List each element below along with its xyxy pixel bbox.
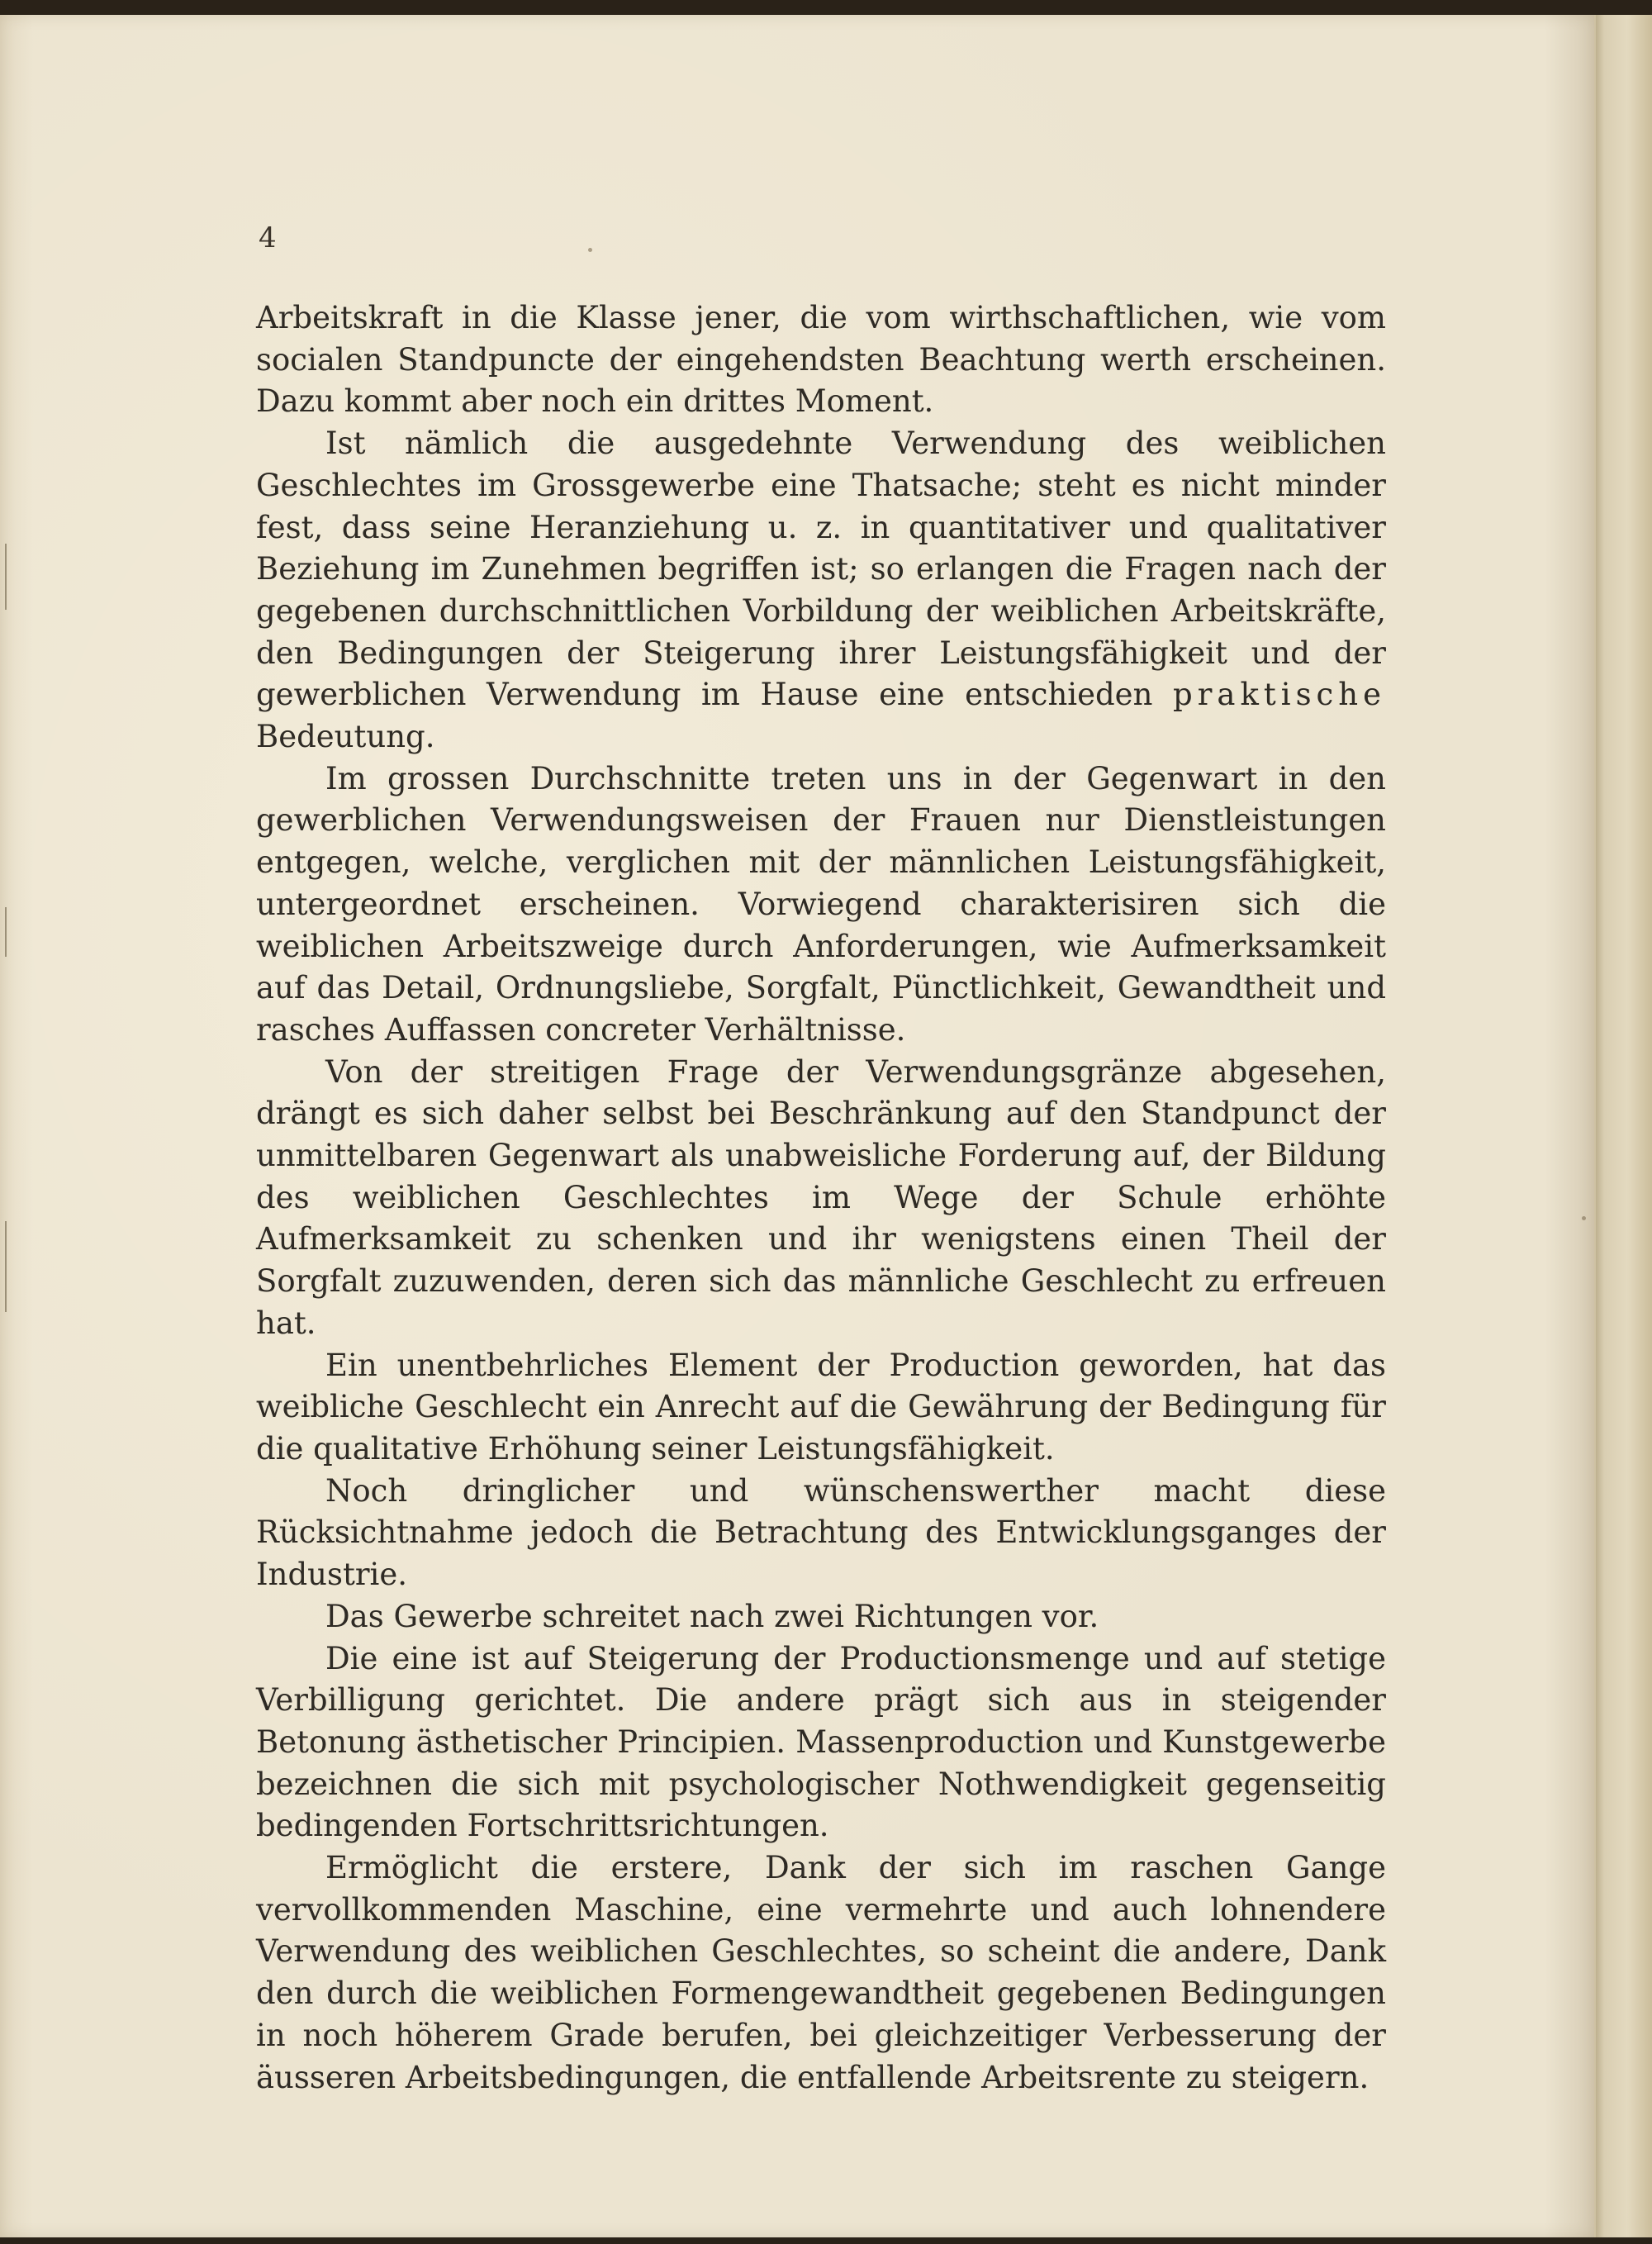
next-page-edge xyxy=(1594,15,1652,2237)
paragraph: Das Gewerbe schreitet nach zwei Richtungen vor. xyxy=(325,1598,1099,1634)
page-edge-mark xyxy=(5,544,7,610)
ink-speck xyxy=(588,248,592,252)
paragraph: Arbeitskraft in die Klasse jener, die vom wirthschaftlichen, wie vom socialen Standpuncte der eingehendsten Beachtung werth erscheinen. Dazu kommt aber noch ein drittes Moment. xyxy=(256,300,1386,420)
page-edge-mark xyxy=(5,907,7,957)
paragraph-text: Bedeutung. xyxy=(256,719,435,755)
ink-speck xyxy=(1582,1216,1586,1220)
body-text xyxy=(256,297,1386,2099)
paragraph: Ein unentbehrliches Element der Production geworden, hat das weibliche Geschlecht ein Anrecht auf die Gewährung der Bedingung für die qualitative Erhöhung seiner Leistungsfähigkeit. xyxy=(256,1347,1386,1467)
paragraph-text: Ist nämlich die ausgedehnte Verwendung des weiblichen Geschlechtes im Grossgewerbe eine Thatsache; steht es nicht minder fest, dass seine Heranziehung u. z. in quantitativer und qualitativer Beziehung im Zunehmen begriffen ist; so erlangen die Fragen nach der gegebenen durchschnittlichen Vorbildung der weiblichen Arbeitskräfte, den Bedingungen der Steigerung ihrer Leistungsfähigkeit und der gewerblichen Verwendung im Hause eine entschieden xyxy=(256,426,1386,713)
paragraph: Von der streitigen Frage der Verwendungsgränze abgesehen, drängt es sich daher selbst bei Beschränkung auf den Standpunct der unmittelbaren Gegenwart als unabweisliche Forderung auf, der Bildung des weiblichen Geschlechtes im Wege der Schule erhöhte Aufmerksamkeit zu schenken und ihr wenigstens einen Theil der Sorgfalt zuzuwenden, deren sich das männliche Geschlecht zu erfreuen hat. xyxy=(256,1053,1386,1341)
paragraph xyxy=(256,423,1386,758)
paragraph: Ermöglicht die erstere, Dank der sich im raschen Gange vervollkommenden Maschine, eine vermehrte und auch lohnendere Verwendung des weiblichen Geschlechtes, so scheint die andere, Dank den durch die weiblichen Formengewandtheit gegebenen Bedingungen in noch höherem Grade berufen, bei gleichzeitiger Verbesserung der äusseren Arbeitsbedingungen, die entfallende Arbeitsrente zu steigern. xyxy=(256,1850,1386,2095)
paragraph: Im grossen Durchschnitte treten uns in der Gegenwart in den gewerblichen Verwendungsweisen der Frauen nur Dienstleistungen entgegen, welche, verglichen mit der männlichen Leistungsfähigkeit, untergeordnet erscheinen. Vorwiegend charakterisiren sich die weiblichen Arbeitszweige durch Anforderungen, wie Aufmerksamkeit auf das Detail, Ordnungsliebe, Sorgfalt, Pünctlichkeit, Gewandtheit und rasches Auffassen concreter Verhältnisse. xyxy=(256,760,1386,1048)
emphasized-word: praktische xyxy=(1173,677,1387,713)
page-edge-mark xyxy=(5,1221,7,1312)
paragraph: Die eine ist auf Steigerung der Productionsmenge und auf stetige Verbilligung gerichtet. Die andere prägt sich aus in steigender Betonung ästhetischer Principien. Massenproduction und Kunstgewerbe bezeichnen die sich mit psychologischer Nothwendigkeit gegenseitig bedingenden Fortschrittsrichtungen. xyxy=(256,1640,1386,1844)
paragraph: Noch dringlicher und wünschenswerther macht diese Rücksichtnahme jedoch die Betrachtung des Entwicklungsganges der Industrie. xyxy=(256,1472,1386,1593)
page-number: 4 xyxy=(259,221,277,254)
